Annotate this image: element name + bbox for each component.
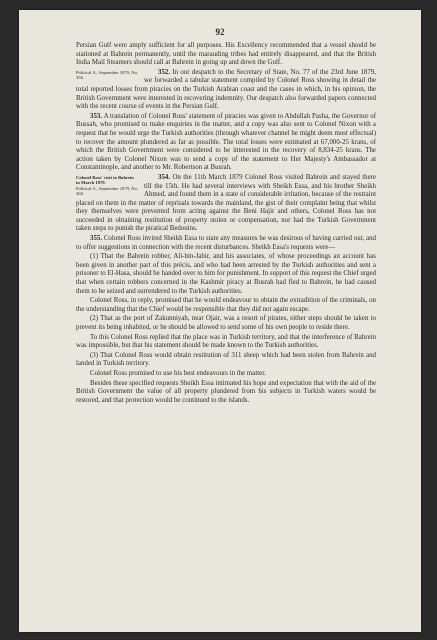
request-paragraph: (3) That Colonel Ross would obtain restitution of 311 sheep which had been stolen from Bahrein and landed in Turkish territory. xyxy=(76,351,376,368)
request-paragraph: (2) That as the port of Zakunniyah, near Ojair, was a resort of pirates, either steps should be taken to prevent its being inhabited, or he should be allowed to send some of his own people to reside there. xyxy=(76,315,376,331)
paragraph-352 xyxy=(76,69,376,112)
page-number: 92 xyxy=(215,27,225,37)
paragraph-number-355: 355. xyxy=(90,235,103,243)
margin-note-352 xyxy=(76,70,138,81)
paragraph-354 xyxy=(76,174,376,234)
margin-ref-352: Political A., September 1879, No. 356. xyxy=(76,69,139,81)
paragraph-text-352: In our despatch to the Secretary of State, No. 77 of the 23rd June 1879, we forwarded a tabular statement compiled by Colonel Ross showing in detail the total reported losses from piracies on the Turkish Arabian coast and the cases in which, in his opinion, the British Government were interested in recovering indemnity. Our despatch also forwarded papers connected with the recent course of events in the Persian Gulf. xyxy=(76,68,376,111)
paragraph-number-353: 353. xyxy=(90,112,103,120)
paragraph-text-353: A translation of Colonel Ross' statement of piracies was given to Abdullah Pasha, the Governor of Bussah, who promised to make enquiries in the matter, and a copy was also sent to Colonel Nixon with a request that he would urge the Turkish authorities (through whatever channel he might deem most effectual) to recover the amount plundered as far as possible. The total losses were estimated at 67,000-25 krans, of which the British Government were considered to be interested in the recovery of 8,834-25 krans. The action taken by Colonel Nixon was to send a copy of the statement to Her Majesty's Ambassador at Constantinople, and another to Mr. Robertson at Busrah. xyxy=(76,112,377,172)
document-page xyxy=(19,10,421,632)
page-body xyxy=(76,42,376,406)
margin-note-354 xyxy=(76,175,138,196)
reply-paragraph: To this Colonel Ross replied that the place was in Turkish territory, and that the interference of Bahrein was impossible, but that his statement should be made known to the Turkish authorities. xyxy=(76,333,376,350)
intro-paragraph: Persian Gulf were amply sufficient for all purposes. His Excellency recommended that a vessel should be stationed at Bahrein permanently, until the marauding tribes had entirely disappeared, and that the British India Mail Steamers should call at Bahrein in going up and down the Gulf. xyxy=(76,42,376,67)
paragraph-text-354: On the 11th March 1879 Colonel Ross visited Bahrein and stayed there till the 15th. He had several interviews with Sheikh Essa, and his brother Sheikh Ahmed, and found them in a state of considerable irritation, because of the restraint placed on them in the matter of reprisals towards the mainland, the gist of their complaint being that whilst they themselves were prevented from acting against the Beni Hajir and others, Colonel Ross has not succeeded in obtaining restitution of property stolen or compensation, nor had the Turkish Government taken steps to punish the piratical Bedouins. xyxy=(76,173,376,233)
request-paragraph: (1) That the Bahrein robber, Ali-bin-Jabir, and his associates, of whose proceedings an account has been given in another part of this précis, and who had been arrested by the Turkish authorities and sent a prisoner to El-Hasa, should be handed over to him for punishment. In support of this request the Chief urged that when certain robbers concerned in the Kashmir piracy at Busrah had fled to Bahrein, he had caused them to be seized and surrendered to the Turkish authorities. xyxy=(76,253,376,295)
paragraph-text-355: Colonel Ross invited Sheikh Essa to state any measures he was desirous of having carried out, and to offer suggestions in connection with the recent disturbances. Sheikh Essa's requests were— xyxy=(76,235,376,251)
paragraph-number-354: 354. xyxy=(158,173,171,181)
reply-paragraph: Colonel Ross promised to use his best endeavours in the matter. xyxy=(90,369,266,377)
paragraph-355 xyxy=(76,235,376,252)
paragraph-353 xyxy=(76,113,376,173)
closing-paragraph: Besides these specified requests Sheikh Essa intimated his hope and expectation that with the aid of the British Government the value of all property plundered from his subjects in Turkish waters would be restored, and that protection would be continued to the islands. xyxy=(76,379,376,404)
margin-ref-354: Political A., September 1879, No. 360. xyxy=(76,185,139,196)
margin-title-354: Colonel Ross' visit to Bahrein in March 1879. xyxy=(76,174,134,186)
paragraph-number-352: 352. xyxy=(158,68,171,76)
reply-paragraph: Colonel Ross, in reply, promised that he would endeavour to obtain the extradition of the criminals, on the understanding that the Chief would be responsible that they did not again escape. xyxy=(76,297,376,313)
